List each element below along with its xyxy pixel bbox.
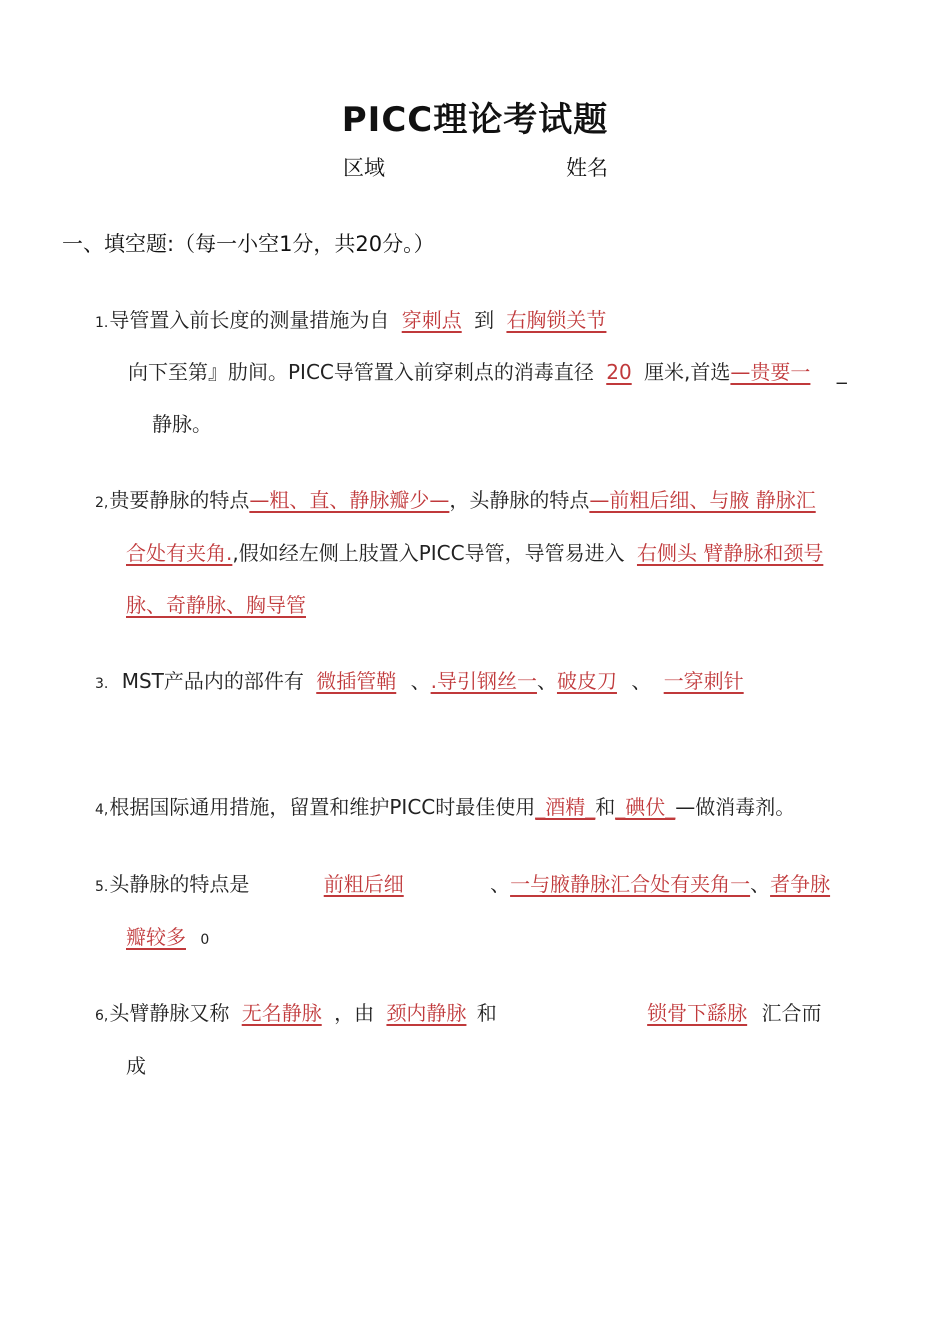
question-text: 贵要静脉的特点 <box>109 488 250 512</box>
question-6-line-1 <box>95 997 822 1026</box>
question-1-line-1 <box>95 304 606 333</box>
separator: 、 <box>536 669 557 693</box>
question-text: ,假如经左侧上肢置入PICC导管，导管易进入 <box>232 541 625 565</box>
answer: 者争脉 <box>770 872 831 896</box>
answer: 微插管鞘 <box>316 669 397 693</box>
question-text: 头臂静脉又称 <box>109 1001 230 1025</box>
page-title: PICC理论考试题 <box>341 100 609 140</box>
separator: 、 <box>490 872 511 896</box>
region-label: 区域 <box>343 156 385 180</box>
question-text: 0 <box>200 932 210 948</box>
separator: 、 <box>410 669 431 693</box>
question-number: 6, <box>95 1008 109 1024</box>
answer: 合处有夹角. <box>126 541 233 565</box>
question-2-line-1 <box>95 484 816 513</box>
answer: _碘伏_ <box>615 795 676 819</box>
question-5-line-1 <box>95 868 830 897</box>
answer: 前粗后细 <box>323 872 404 896</box>
question-1-line-2 <box>128 356 847 385</box>
answer: —贵要一 <box>730 360 811 384</box>
separator: 、 <box>750 872 771 896</box>
question-text: 到 <box>474 308 495 332</box>
question-number: 3. <box>95 676 109 692</box>
question-number: 1. <box>95 315 109 331</box>
question-text: ，头静脉的特点 <box>449 488 590 512</box>
question-text: _ <box>836 360 847 384</box>
question-2-line-3 <box>126 589 306 618</box>
question-text: 成 <box>126 1054 146 1078</box>
question-1-line-3 <box>152 408 212 437</box>
question-text: ，由 <box>334 1001 375 1025</box>
answer: 右胸锁关节 <box>506 308 607 332</box>
question-text: 向下至第』肋间。PICC导管置入前穿刺点的消毒直径 <box>128 360 594 384</box>
answer: 一与腋静脉汇合处有夹角一 <box>510 872 751 896</box>
question-6-line-2 <box>126 1050 146 1079</box>
answer: 颈内静脉 <box>386 1001 467 1025</box>
question-text: 和 <box>476 1001 497 1025</box>
question-text: 导管置入前长度的测量措施为自 <box>109 308 390 332</box>
answer: —粗、直、静脉瓣少— <box>249 488 450 512</box>
question-number: 2, <box>95 495 109 511</box>
question-2-line-2 <box>126 537 823 566</box>
question-5-line-2 <box>126 921 209 950</box>
answer: 无名静脉 <box>241 1001 322 1025</box>
question-text: MST产品内的部件有 <box>121 669 304 693</box>
question-text: 根据国际通用措施，留置和维护PICC时最佳使用 <box>109 795 536 819</box>
question-text: 头静脉的特点是 <box>109 872 250 896</box>
question-text: 汇合而 <box>761 1001 822 1025</box>
question-number: 4, <box>95 802 109 818</box>
answer: 20 <box>606 360 632 384</box>
question-3-line-1 <box>95 665 744 694</box>
section-heading: 一、填空题:（每一小空1分，共20分。） <box>62 232 435 256</box>
question-text: 厘米,首选 <box>644 360 731 384</box>
answer: 一穿刺针 <box>663 669 744 693</box>
answer: 穿刺点 <box>401 308 462 332</box>
name-label: 姓名 <box>566 156 608 180</box>
question-text: 和 <box>595 795 616 819</box>
answer: _酒精_ <box>535 795 596 819</box>
question-text: 静脉。 <box>152 412 212 436</box>
answer: .导引钢丝一 <box>430 669 537 693</box>
answer: 右侧头 臂静脉和颈号 <box>636 541 824 565</box>
question-4-line-1 <box>95 791 795 820</box>
answer: 瓣较多 <box>126 925 186 949</box>
answer: 破皮刀 <box>556 669 617 693</box>
separator: 、 <box>631 669 652 693</box>
answer: 脉、奇静脉、胸导管 <box>126 593 306 617</box>
question-text: —做消毒剂。 <box>675 795 796 819</box>
answer: —前粗后细、与腋 静脉汇 <box>589 488 816 512</box>
answer: 锁骨下繇脉 <box>647 1001 748 1025</box>
question-number: 5. <box>95 879 109 895</box>
